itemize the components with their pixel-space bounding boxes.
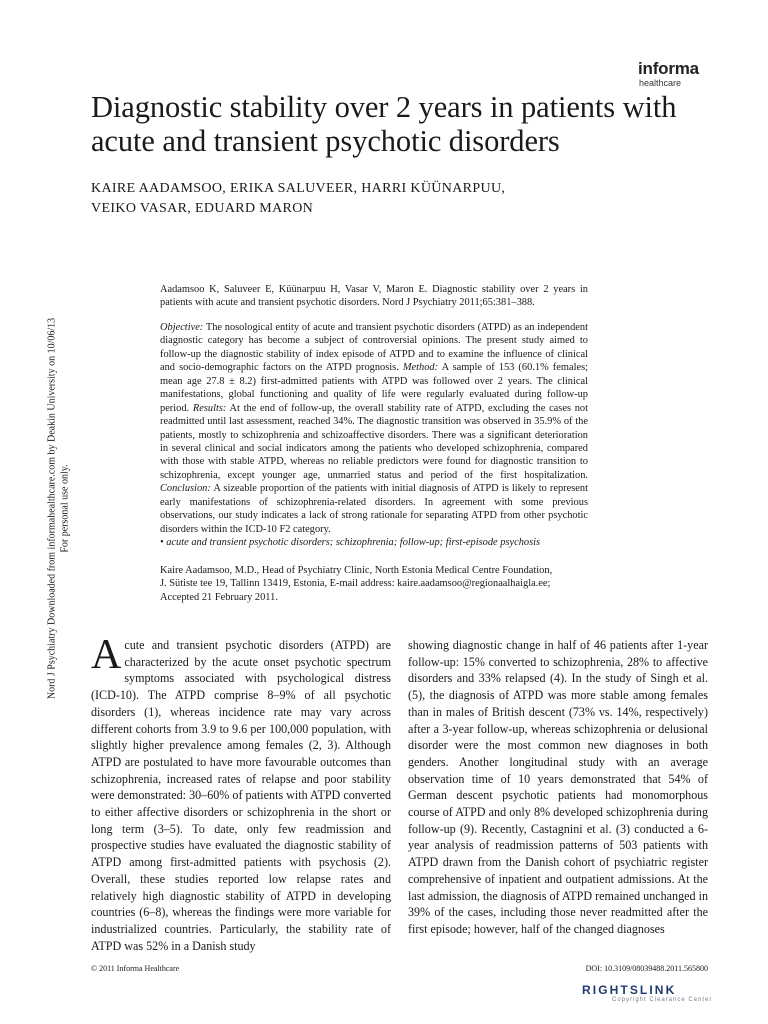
citation: Aadamsoo K, Saluveer E, Küünarpuu H, Vasar V, Maron E. Diagnostic stability over 2 years in patients with acute and transient psychotic disorders. Nord J Psychiatry 2011;65:381–388.: [160, 284, 588, 309]
conclusion-text: A sizeable proportion of the patients with initial diagnosis of ATPD is likely to represent early manifestations of schizophrenia-related disorders. In agreement with some previous observations, our study indicates a lack of strong rationale for separating ATPD from other psychotic disorders within the ICD-10 F2 category.: [160, 483, 588, 535]
download-notice-line2: For personal use only.: [59, 464, 70, 553]
results-text: At the end of follow-up, the overall stability rate of ATPD, excluding the cases not readmitted until last assessment, reached 34%. The diagnostic transition was observed in 35.9% of the patients, mostly to schizophrenia and schizoaffective disorders. There was a significant deterioration in several clinical and social indicators among the patients who developed schizophrenia, compared with those with stable ATPD, whereas no reliable predictors were found for diagnostic transition to schizophrenia, except younger age, unmarried status and period of the first hospitalization.: [160, 402, 588, 481]
rightslink-wordmark: RIGHTSLINK: [582, 983, 677, 997]
abstract: [160, 321, 588, 536]
keywords: • acute and transient psychotic disorders; schizophrenia; follow-up; first-episode psychosis: [160, 537, 541, 549]
body-text-left: cute and transient psychotic disorders (ATPD) are characterized by the acute onset psychotic spectrum symptoms associated with psychological distress (ICD-10). The ATPD comprise 8–9% of all psychotic disorders (1), whereas incidence rate may vary across different cohorts from 3.9 to 9.6 per 100,000 population, with slightly higher prevalence among females (2, 3). Although ATPD are postulated to have more favourable outcomes than schizophrenia, increased rates of relapse and poor stability were demonstrated: 30–60% of patients with ATPD converted to either affective disorders or schizophrenia in the short or long term (3–5). To date, only few readmission and prospective studies have evaluated the diagnostic stability of ATPD among first-admitted patients with psychosis (2). Overall, these studies reported low relapse rates and relatively high diagnostic stability of ATPD in developing countries (6–8), whereas the findings were more variable for industrialized countries. Particularly, the stability rate of ATPD was 52% in a Danish study: [91, 638, 391, 953]
author-list: [91, 179, 731, 218]
objective-text: The nosological entity of acute and transient psychotic disorders (ATPD) as an independent diagnostic category has become a subject of controversial opinions. The present study aimed to follow-up the diagnostic stability of index episode of ATPD and to examine the influence of clinical and socio-demographic factors on the ATPD prognosis.: [160, 321, 588, 374]
drop-cap: A: [91, 632, 122, 678]
publisher-name: informa: [638, 59, 699, 78]
publisher-logo: [638, 60, 718, 88]
body-column-right: [408, 637, 708, 938]
download-notice-line1: Nord J Psychiatry Downloaded from informahealthcare.com by Deakin University on 10/06/13: [46, 317, 58, 700]
publisher-sub: healthcare: [639, 78, 682, 88]
copyright: © 2011 Informa Healthcare: [91, 964, 180, 973]
method-text: A sample of 153 (60.1% females; mean age 27.8 ± 8.2) first-admitted patients with ATPD was followed over 2 years. The clinical manifestations, global functioning and quality of life were regularly evaluated during follow-up period.: [160, 362, 588, 414]
correspondence-line2: J. Sütiste tee 19, Tallinn 13419, Estonia, E-mail address: kaire.aadamsoo@regionaalhaigla.ee;: [160, 578, 551, 590]
accepted-date: Accepted 21 February 2011.: [160, 591, 278, 603]
correspondence-line1: Kaire Aadamsoo, M.D., Head of Psychiatry Clinic, North Estonia Medical Centre Foundation,: [160, 564, 553, 576]
abstract-section: [160, 283, 588, 604]
conclusion-label: Conclusion:: [160, 483, 211, 495]
author-line-2: VEIKO VASAR, EDUARD MARON: [91, 200, 314, 216]
objective-label: Objective:: [160, 321, 204, 333]
body-column-left: [91, 632, 391, 954]
article-title: Diagnostic stability over 2 years in patients with acute and transient psychotic disorders: [91, 90, 677, 158]
body-text-right: showing diagnostic change in half of 46 patients after 1-year follow-up: 15% converted to schizophrenia, 28% to affective disorders and 33% relapsed (4). In the study of Singh et al. (5), the diagnosis of ATPD was more stable among females than in males of British descent (73% vs. 14%, respectively) after a 3-year follow-up, whereas schizophrenia or delusional disorder were the most common new diagnoses in both genders. Another longitudinal study with an average observation time of 10 years demonstrated that 54% of German descent psychotic patients had monomorphous course of ATPD and only 8% developed schizophrenia during follow-up (9). Recently, Castagnini et al. (3) conducted a 6-year analysis of readmission patterns of 503 patients with ATPD drawn from the Danish cohort of psychiatric register comprehensive of inpatient and outpatient admissions. At the last admission, the diagnosis of ATPD remained unchanged in 39% of the cases, including those never readmitted after the first episode; however, half of the changed diagnoses: [408, 638, 708, 936]
rightslink-subtitle: Copyright Clearance Center: [612, 997, 713, 1003]
method-label: Method:: [402, 362, 439, 374]
results-label: Results:: [192, 402, 227, 414]
author-line-1: KAIRE AADAMSOO, ERIKA SALUVEER, HARRI KÜÜNARPUU,: [91, 181, 506, 196]
correspondence: [160, 564, 588, 604]
download-notice: [47, 279, 72, 739]
rightslink-logo[interactable]: [582, 983, 762, 1011]
doi: DOI: 10.3109/08039488.2011.565800: [585, 964, 708, 973]
